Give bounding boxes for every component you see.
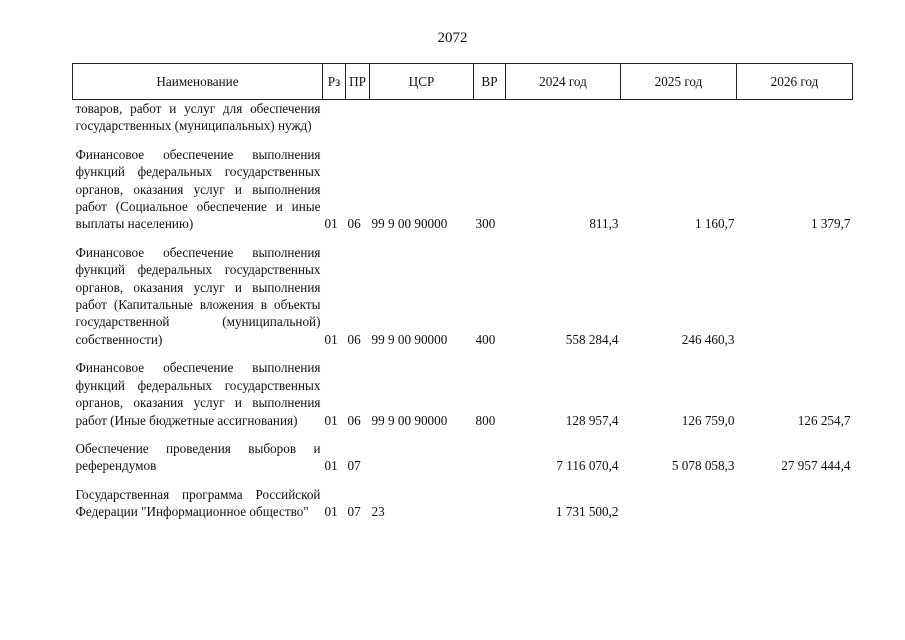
header-2024: 2024 год [506,64,621,100]
budget-table [72,63,853,521]
row-name: Финансовое обеспечение выполнения функций федеральных государственных органов, оказания услуг и выполнения работ (Социальное обеспечение и иные выплаты населению) [75,146,321,232]
row-csr [370,440,474,475]
table-row [73,100,853,135]
row-2025: 5 078 058,3 [671,458,735,474]
row-2025: 246 460,3 [681,331,735,347]
header-rz: Рз [323,64,346,100]
row-2024: 128 957,4 [565,412,619,428]
header-2025: 2025 год [621,64,737,100]
row-name: Финансовое обеспечение выполнения функций федеральных государственных органов, оказания услуг и выполнения работ (Иные бюджетные ассигнования) [75,360,321,428]
row-pr: 07 [347,504,361,520]
header-2026: 2026 год [737,64,853,100]
header-pr: ПР [346,64,370,100]
row-rz: 01 [324,504,338,520]
row-pr: 07 [347,458,361,474]
row-name: Обеспечение проведения выборов и референдумов [75,440,321,474]
row-rz: 01 [324,216,338,232]
header-name: Наименование [73,64,323,100]
row-pr: 06 [347,331,361,347]
row-csr: 23 [371,504,385,520]
row-2025 [621,100,737,135]
row-2026 [737,244,853,348]
row-2024 [506,100,621,135]
table-header-row [73,64,853,100]
row-pr: 06 [347,216,361,232]
row-2026 [737,486,853,521]
table-row [73,440,853,475]
row-2025: 126 759,0 [681,412,735,428]
row-csr: 99 9 00 90000 [371,412,448,428]
header-csr: ЦСР [370,64,474,100]
table-row [73,146,853,233]
table-row [73,244,853,348]
row-2026 [737,100,853,135]
row-2024: 1 731 500,2 [555,504,619,520]
row-pr: 06 [347,412,361,428]
row-vr: 800 [475,412,496,428]
row-rz: 01 [324,331,338,347]
row-2026: 1 379,7 [810,216,851,232]
row-rz [323,100,346,135]
table-row [73,359,853,429]
row-2025: 1 160,7 [694,216,735,232]
row-csr: 99 9 00 90000 [371,216,448,232]
page-number: 2072 [437,30,468,46]
row-vr: 300 [475,216,496,232]
row-2024: 811,3 [589,216,619,232]
table-row [73,486,853,521]
row-rz: 01 [324,458,338,474]
row-pr [346,100,370,135]
row-vr [474,440,506,475]
row-2026: 126 254,7 [797,412,851,428]
row-csr [370,100,474,135]
row-name: Государственная программа Российской Федерации "Информационное общество" [75,486,321,520]
row-name: Финансовое обеспечение выполнения функций федеральных государственных органов, оказания услуг и выполнения работ (Капитальные вложения в объекты государственной (муниципальной) собственности) [75,244,321,347]
row-2026: 27 957 444,4 [781,458,851,474]
row-vr: 400 [475,331,496,347]
row-2024: 7 116 070,4 [556,458,619,474]
row-csr: 99 9 00 90000 [371,331,448,347]
row-rz: 01 [324,412,338,428]
row-2025 [621,486,737,521]
row-vr [474,486,506,521]
row-2024: 558 284,4 [565,331,619,347]
row-vr [474,100,506,135]
row-name: товаров, работ и услуг для обеспечения государственных (муниципальных) нужд) [75,101,321,134]
header-vr: ВР [474,64,506,100]
